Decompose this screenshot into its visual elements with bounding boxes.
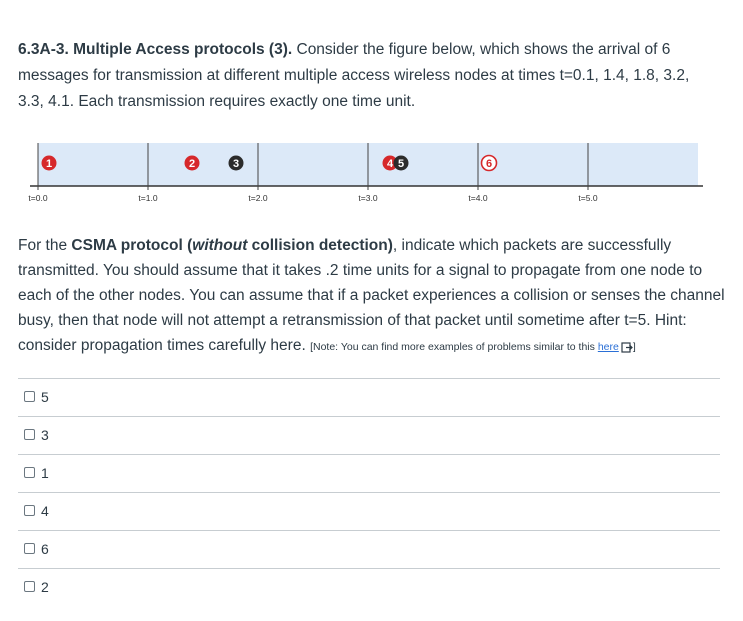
answer-label: 1 bbox=[41, 465, 49, 481]
arrival-marker-label: 6 bbox=[485, 158, 493, 170]
timeline-tick-label: t=0.0 bbox=[28, 193, 48, 203]
arrival-marker-label: 5 bbox=[397, 158, 405, 170]
answer-checkbox[interactable] bbox=[24, 391, 35, 402]
arrival-marker-label: 2 bbox=[188, 158, 196, 170]
answer-checkbox[interactable] bbox=[24, 581, 35, 592]
answer-label: 2 bbox=[41, 579, 49, 595]
answer-option[interactable] bbox=[18, 531, 720, 569]
external-link-icon bbox=[621, 342, 633, 353]
question-body bbox=[18, 233, 728, 360]
timeline-tick-label: t=3.0 bbox=[358, 193, 378, 203]
note-suffix: ] bbox=[632, 341, 636, 353]
answer-label: 4 bbox=[41, 503, 49, 519]
timeline-tick-label: t=2.0 bbox=[248, 193, 268, 203]
answer-label: 6 bbox=[41, 541, 49, 557]
arrival-marker bbox=[42, 156, 57, 171]
answer-checkbox[interactable] bbox=[24, 543, 35, 554]
arrival-marker-label: 4 bbox=[386, 158, 394, 170]
arrival-marker-label: 3 bbox=[232, 158, 240, 170]
question-title-bold: 6.3A-3. Multiple Access protocols (3). bbox=[18, 41, 293, 58]
body-bold-italic: without bbox=[192, 237, 248, 254]
timeline-tick-label: t=1.0 bbox=[138, 193, 158, 203]
answer-label: 5 bbox=[41, 389, 49, 405]
answer-option[interactable] bbox=[18, 417, 720, 455]
answer-option[interactable] bbox=[18, 493, 720, 531]
body-prefix: For the bbox=[18, 237, 72, 254]
arrival-marker bbox=[229, 156, 244, 171]
answer-checkbox[interactable] bbox=[24, 467, 35, 478]
answer-list bbox=[18, 378, 720, 606]
arrival-marker-label: 1 bbox=[45, 158, 53, 170]
note-link[interactable]: here bbox=[597, 341, 619, 353]
arrival-marker bbox=[394, 156, 409, 171]
arrival-marker bbox=[482, 156, 497, 171]
answer-option[interactable] bbox=[18, 379, 720, 417]
arrival-marker bbox=[185, 156, 200, 171]
answer-label: 3 bbox=[41, 427, 49, 443]
timeline-tick-label: t=5.0 bbox=[578, 193, 598, 203]
timeline-tick-label: t=4.0 bbox=[468, 193, 488, 203]
note bbox=[310, 341, 636, 353]
note-prefix: [Note: You can find more examples of problems similar to this bbox=[310, 341, 598, 353]
question-title-text: Consider the figure below, which shows the arrival of 6 messages for transmission at different multiple access wireless nodes at times t=0.1, 1.4, 1.8, 3.2, 3.3, 4.1. Each transmission requires exactly one time unit. bbox=[18, 41, 690, 110]
body-bold-2: collision detection) bbox=[247, 237, 393, 254]
answer-option[interactable] bbox=[18, 455, 720, 493]
answer-option[interactable] bbox=[18, 569, 720, 606]
timeline-figure bbox=[0, 0, 743, 220]
answer-checkbox[interactable] bbox=[24, 429, 35, 440]
body-rest: , indicate which packets are successfully transmitted. You should assume that it takes .2 time units for a signal to propagate from one node to each of the other nodes. You can assume that if a packet experiences a collision or senses the channel busy, then that node will not attempt a retransmission of that packet until sometime after t=5. Hint: consider propagation times carefully here. bbox=[18, 237, 725, 354]
body-bold-1: CSMA protocol ( bbox=[71, 237, 193, 254]
answer-checkbox[interactable] bbox=[24, 505, 35, 516]
